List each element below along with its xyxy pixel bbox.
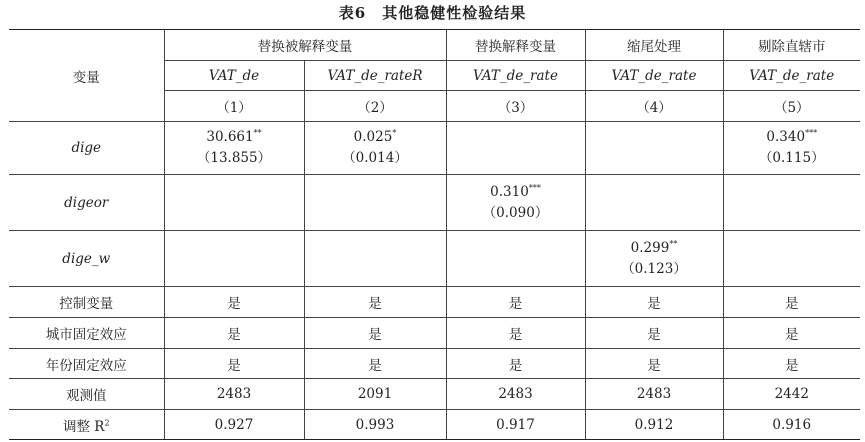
row-label: 年份固定效应 (9, 349, 164, 379)
table-cell: 是 (585, 287, 723, 318)
table-cell: 0.912 (585, 410, 723, 440)
table-cell (723, 175, 860, 231)
significance-stars: ** (669, 239, 678, 248)
variable-header: 变量 (9, 30, 164, 122)
table-cell (723, 231, 860, 287)
row-label: 调整 $R^2$ (9, 410, 164, 440)
table-cell (304, 231, 446, 287)
table-cell: 是 (304, 318, 446, 349)
row-label: digeor (9, 175, 164, 231)
table-cell (585, 175, 723, 231)
table-cell: 是 (723, 287, 860, 318)
coefficient: 0.310*** (490, 183, 541, 200)
table-cell: 2483 (164, 379, 304, 410)
table-caption: 表6 其他稳健性检验结果 (338, 4, 527, 22)
standard-error: （13.855） (196, 150, 272, 166)
table-cell: 0.916 (723, 410, 860, 440)
table-row-digeor (9, 175, 860, 231)
model-number: （5） (723, 91, 860, 122)
table-row-dige (9, 122, 860, 175)
dep-var-header: VAT_de_rate (723, 61, 860, 91)
table-row-controls (9, 287, 860, 318)
table-cell (585, 231, 723, 287)
table-cell (446, 231, 585, 287)
table-row-year-fe (9, 349, 860, 379)
table-cell: 2091 (304, 379, 446, 410)
group-header: 缩尾处理 (585, 30, 723, 61)
significance-stars: ** (253, 128, 262, 138)
standard-error: （0.014） (342, 150, 408, 166)
model-number: （1） (164, 91, 304, 122)
robustness-table (9, 29, 860, 440)
table-cell: 0.993 (304, 410, 446, 440)
group-header: 替换解释变量 (446, 30, 585, 61)
model-number: （4） (585, 91, 723, 122)
group-header: 剔除直辖市 (723, 30, 860, 61)
table-cell: 0.917 (446, 410, 585, 440)
standard-error: （0.123） (621, 260, 687, 277)
table-cell: 2442 (723, 379, 860, 410)
significance-stars: * (392, 128, 397, 138)
group-header: 替换被解释变量 (164, 30, 446, 61)
significance-stars: *** (528, 183, 541, 192)
table-cell (304, 175, 446, 231)
table-cell: 是 (446, 287, 585, 318)
row-label: dige (9, 122, 164, 175)
table-cell (164, 122, 304, 175)
row-label: dige_w (9, 231, 164, 287)
table-cell: 2483 (585, 379, 723, 410)
dep-var-header: VAT_de_rate (585, 61, 723, 91)
standard-error: （0.090） (482, 204, 549, 221)
table-cell: 0.927 (164, 410, 304, 440)
coefficient: 0.025* (353, 128, 397, 145)
table-row-dige-w (9, 231, 860, 287)
table-row-city-fe (9, 318, 860, 349)
table-cell (446, 175, 585, 231)
table-cell: 是 (164, 318, 304, 349)
coefficient: 30.661** (206, 128, 262, 145)
table-cell: 2483 (446, 379, 585, 410)
dep-var-header: VAT_de_rateR (304, 61, 446, 91)
table-cell: 是 (585, 318, 723, 349)
table-cell (723, 122, 860, 175)
significance-stars: *** (805, 128, 818, 138)
dep-var-header: VAT_de (164, 61, 304, 91)
table-cell (164, 231, 304, 287)
table-cell: 是 (446, 318, 585, 349)
model-number: （2） (304, 91, 446, 122)
standard-error: （0.115） (758, 150, 825, 166)
model-number: （3） (446, 91, 585, 122)
table-cell: 是 (585, 349, 723, 379)
row-label: 观测值 (9, 379, 164, 410)
table-cell (585, 122, 723, 175)
coefficient: 0.299** (630, 239, 678, 256)
table-cell: 是 (164, 349, 304, 379)
dep-var-header: VAT_de_rate (446, 61, 585, 91)
table-row-r2 (9, 410, 860, 440)
table-cell: 是 (446, 349, 585, 379)
row-label: 城市固定效应 (9, 318, 164, 349)
table-cell: 是 (304, 287, 446, 318)
table-cell (164, 175, 304, 231)
coefficient: 0.340*** (766, 128, 818, 145)
table-cell: 是 (723, 318, 860, 349)
table-row-obs (9, 379, 860, 410)
row-label: 控制变量 (9, 287, 164, 318)
table-cell: 是 (164, 287, 304, 318)
header-group-row (9, 30, 860, 61)
superscript: 2 (104, 418, 110, 427)
table-cell: 是 (723, 349, 860, 379)
table-cell (446, 122, 585, 175)
table-cell: 是 (304, 349, 446, 379)
table-cell (304, 122, 446, 175)
